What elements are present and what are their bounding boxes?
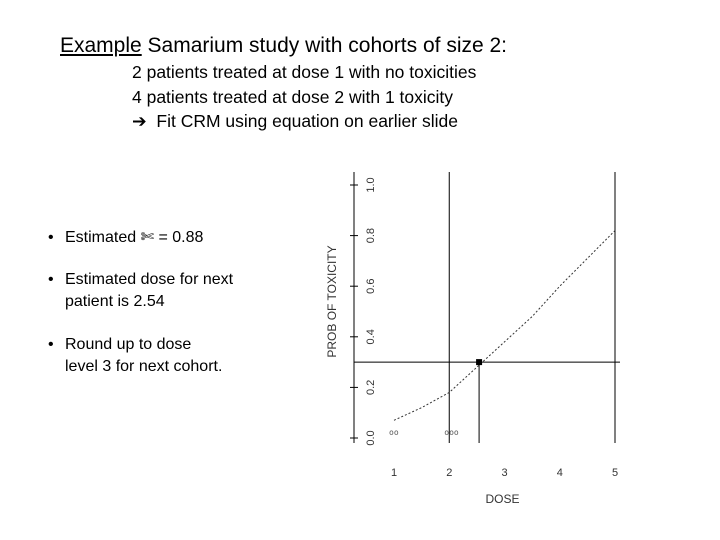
line-3-text: Fit CRM using equation on earlier slide [156, 111, 458, 131]
line-1: 2 patients treated at dose 1 with no toxicities [132, 62, 477, 82]
x-axis-label: DOSE [485, 492, 520, 506]
arrow-icon: ➔ [132, 111, 147, 131]
series-line [394, 231, 615, 421]
line-2: 4 patients treated at dose 2 with 1 toxicity [132, 87, 454, 107]
y-tick-label: 0.2 [365, 379, 377, 396]
line-3 [132, 111, 458, 132]
x-tick-label: 1 [390, 467, 398, 479]
y-axis-label: PROB OF TOXICITY [325, 245, 339, 358]
y-tick-label: 0.0 [365, 430, 377, 446]
x-tick-label: 2 [446, 467, 453, 479]
heading [60, 34, 507, 58]
y-tick-label: 1.0 [365, 177, 377, 193]
y-tick-label: 0.4 [365, 329, 377, 345]
toxicity-chart [325, 160, 630, 510]
x-tick-label: 3 [501, 467, 508, 479]
heading-example: Example [60, 34, 142, 57]
observed-label: ooo [444, 428, 459, 437]
x-tick-label: 5 [611, 467, 619, 479]
scissors-icon: ✄ [140, 229, 154, 246]
bullet-estimated-parameter: • Estimated ✄ = 0.88 [48, 229, 204, 246]
y-tick-label: 0.8 [365, 227, 377, 244]
bullet-estimated-dose: • Estimated dose for next patient is 2.54 [48, 271, 234, 310]
series [389, 231, 615, 437]
observed-label: oo [389, 428, 399, 437]
y-tick-label: 0.6 [365, 278, 377, 294]
x-tick-label: 4 [556, 467, 563, 479]
heading-text: Samarium study with cohorts of size 2: [141, 34, 508, 57]
bullet-round-up: • Round up to dose level 3 for next cohort. [48, 336, 223, 375]
target-marker [476, 359, 482, 365]
gridlines [354, 172, 620, 446]
